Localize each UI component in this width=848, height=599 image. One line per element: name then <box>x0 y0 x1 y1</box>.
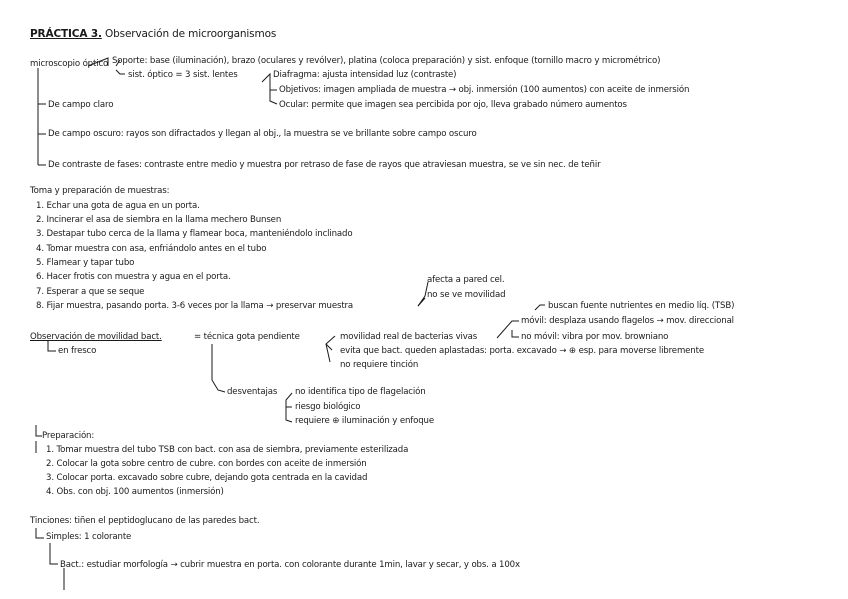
movilidad-desventaja: requiere ⊕ iluminación y enfoque <box>295 416 434 426</box>
microscope-objetivos: Objetivos: imagen ampliada de muestra → obj. inmersión (100 aumentos) con aceite de inmersión <box>279 85 690 95</box>
toma-fija-note: no se ve movilidad <box>427 290 506 300</box>
preparacion-step: 4. Obs. con obj. 100 aumentos (inmersión) <box>46 487 224 497</box>
toma-step: 7. Esperar a que se seque <box>36 287 145 297</box>
tinciones-bact: Bact.: estudiar morfología → cubrir muestra en porta. con colorante durante 1min, lavar y secar, y obs. a 100x <box>60 560 520 570</box>
preparacion-step: 3. Colocar porta. excavado sobre cubre, dejando gota centrada en la cavidad <box>46 473 368 483</box>
movilidad-real: movilidad real de bacterias vivas <box>340 332 478 342</box>
movilidad-no-movil: no móvil: vibra por mov. browniano <box>521 332 669 342</box>
preparacion-step: 2. Colocar la gota sobre centro de cubre. con bordes con aceite de inmersión <box>46 459 367 469</box>
microscope-contraste-fases: De contraste de fases: contraste entre medio y muestra por retraso de fase de rayos que atraviesan muestra, se ve sin nec. de teñir <box>48 160 601 170</box>
toma-step: 2. Incinerar el asa de siembra en la llama mechero Bunsen <box>36 215 282 225</box>
movilidad-root: Observación de movilidad bact. <box>30 332 162 342</box>
movilidad-tecnica: = técnica gota pendiente <box>194 332 300 342</box>
preparacion-heading: Preparación: <box>42 431 95 441</box>
toma-step: 3. Destapar tubo cerca de la llama y flamear boca, manteniéndolo inclinado <box>36 229 353 239</box>
microscope-sist-optico: sist. óptico = 3 sist. lentes <box>128 70 238 80</box>
preparacion-step: 1. Tomar muestra del tubo TSB con bact. con asa de siembra, previamente esterilizada <box>46 445 409 455</box>
toma-heading: Toma y preparación de muestras: <box>30 186 170 196</box>
movilidad-evita: evita que bact. queden aplastadas: porta. excavado → ⊕ esp. para moverse libremente <box>340 346 704 356</box>
toma-step: 4. Tomar muestra con asa, enfriándolo antes en el tubo <box>36 244 267 254</box>
toma-fija-note: afecta a pared cel. <box>427 275 505 285</box>
microscope-campo-claro: De campo claro <box>48 100 114 110</box>
movilidad-desventajas: desventajas <box>227 387 278 397</box>
movilidad-en-fresco: en fresco <box>58 346 97 356</box>
movilidad-buscan: buscan fuente nutrientes en medio líq. (TSB) <box>548 301 735 311</box>
tinciones-heading: Tinciones: tiñen el peptidoglucano de las paredes bact. <box>30 516 260 526</box>
toma-step: 8. Fijar muestra, pasando porta. 3-6 veces por la llama → preservar muestra <box>36 301 354 311</box>
microscope-diafragma: Diafragma: ajusta intensidad luz (contraste) <box>273 70 457 80</box>
microscope-root: microscopio óptico <box>30 59 109 69</box>
movilidad-desventaja: no identifica tipo de flagelación <box>295 387 426 397</box>
toma-step: 5. Flamear y tapar tubo <box>36 258 135 268</box>
toma-step: 1. Echar una gota de agua en un porta. <box>36 201 200 211</box>
movilidad-tincion: no requiere tinción <box>340 360 419 370</box>
movilidad-desventaja: riesgo biológico <box>295 402 361 412</box>
toma-step: 6. Hacer frotis con muestra y agua en el porta. <box>36 272 231 282</box>
microscope-ocular: Ocular: permite que imagen sea percibida por ojo, lleva grabado número aumentos <box>279 100 627 110</box>
tinciones-simples: Simples: 1 colorante <box>46 532 132 542</box>
movilidad-movil: móvil: desplaza usando flagelos → mov. direccional <box>521 316 734 326</box>
microscope-campo-oscuro: De campo oscuro: rayos son difractados y llegan al obj., la muestra se ve brillante sobre campo oscuro <box>48 129 477 139</box>
microscope-soporte: Soporte: base (iluminación), brazo (oculares y revólver), platina (coloca preparación) y sist. enfoque (tornillo macro y micrométrico) <box>112 56 661 66</box>
page-title: PRÁCTICA 3. Observación de microorganismos <box>30 28 277 40</box>
